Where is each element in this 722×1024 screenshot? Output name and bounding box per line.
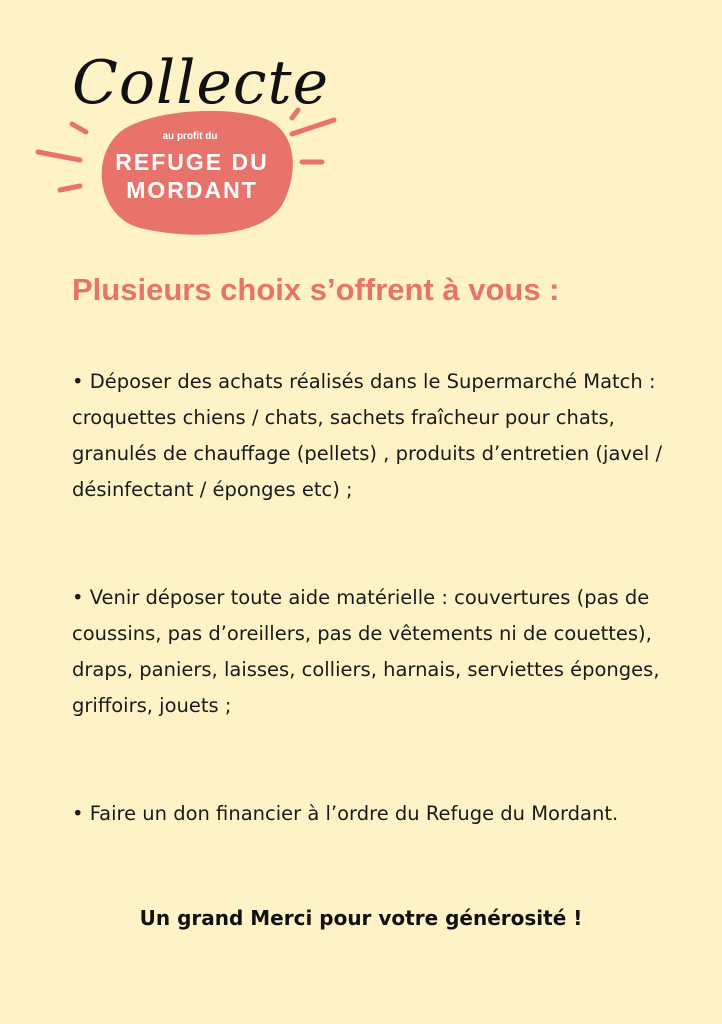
logo <box>0 0 722 250</box>
logo-name <box>92 148 292 204</box>
closing-message: Un grand Merci pour votre générosité ! <box>139 906 583 930</box>
page-heading: Plusieurs choix s’offrent à vous : <box>72 272 560 307</box>
option-item: • Venir déposer toute aide matérielle : couvertures (pas de coussins, pas d’oreillers, pas de vêtements ni de couettes), draps, paniers, laisses, colliers, harnais, serviettes éponges, griffoirs, jouets ; <box>72 586 660 717</box>
option-item: • Faire un don financier à l’ordre du Refuge du Mordant. <box>72 802 619 825</box>
option-item: • Déposer des achats réalisés dans le Supermarché Match : croquettes chiens / chats, sachets fraîcheur pour chats, granulés de chauffage (pellets) , produits d’entretien (javel / désinfectant / éponges etc) ; <box>72 370 663 501</box>
logo-subtitle: au profit du <box>162 131 218 142</box>
logo-name-line1: REFUGE DU <box>115 149 269 175</box>
logo-graphic <box>0 0 722 250</box>
logo-name-line2: MORDANT <box>126 177 258 203</box>
logo-title: Collecte <box>72 48 330 118</box>
